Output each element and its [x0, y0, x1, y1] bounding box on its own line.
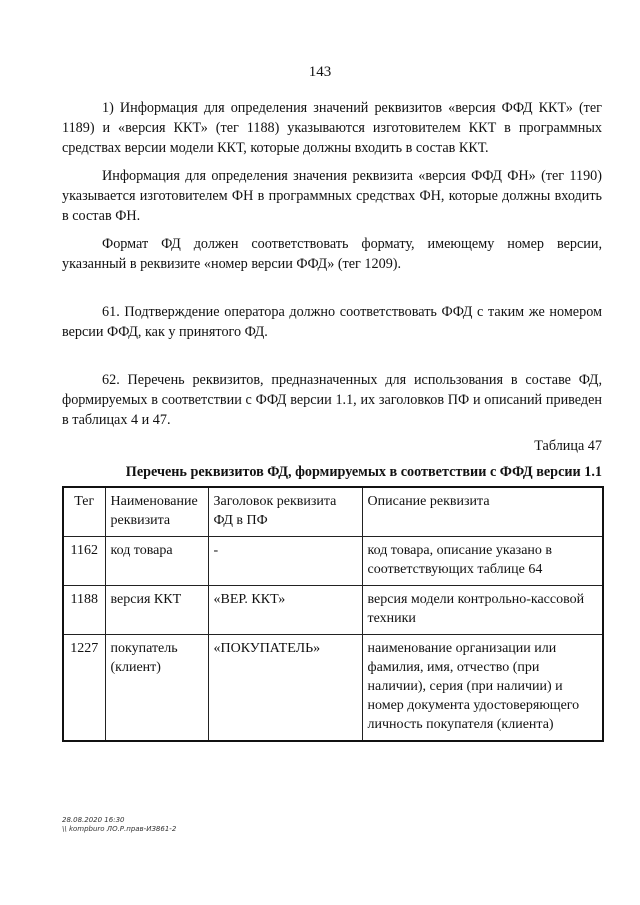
cell-pf-title: «ПОКУПАТЕЛЬ» [208, 635, 362, 742]
paragraph-61: 61. Подтверждение оператора должно соответствовать ФФД с таким же номером версии ФФД, как у принятого ФД. [62, 304, 602, 340]
footer-path: \\ kompburo ЛО.Р.прав-ИЗ861-2 [62, 825, 177, 833]
cell-name: покупатель (клиент) [105, 635, 208, 742]
table-row [63, 537, 603, 586]
table-header-row [63, 487, 603, 537]
cell-name: код товара [105, 537, 208, 586]
table-row [63, 586, 603, 635]
cell-pf-title: «ВЕР. ККТ» [208, 586, 362, 635]
table-title: Перечень реквизитов ФД, формируемых в соответствии с ФФД версии 1.1 [125, 464, 602, 480]
cell-description: код товара, описание указано в соответствующих таблице 64 [362, 537, 603, 586]
page-number: 143 [308, 64, 332, 80]
cell-tag: 1227 [63, 635, 105, 742]
cell-description: версия модели контрольно-кассовой техники [362, 586, 603, 635]
cell-description: наименование организации или фамилия, имя, отчество (при наличии), серия (при наличии) и номер документа удостоверяющего личность покупателя (клиента) [362, 635, 603, 742]
cell-pf-title: - [208, 537, 362, 586]
header-name: Наименование реквизита [105, 487, 208, 537]
cell-name: версия ККТ [105, 586, 208, 635]
header-description: Описание реквизита [362, 487, 603, 537]
header-tag: Тег [63, 487, 105, 537]
paragraph-3: Формат ФД должен соответствовать формату, имеющему номер версии, указанный в реквизите «номер версии ФФД» (тег 1209). [62, 236, 602, 272]
cell-tag: 1162 [63, 537, 105, 586]
table-row [63, 635, 603, 742]
cell-tag: 1188 [63, 586, 105, 635]
paragraph-2: Информация для определения значения реквизита «версия ФФД ФН» (тег 1190) указывается изготовителем ФН в программных средствах ФН, которые должны входить в состав ФН. [62, 168, 602, 224]
header-pf-title: Заголовок реквизита ФД в ПФ [208, 487, 362, 537]
paragraph-1: 1) Информация для определения значений реквизитов «версия ФФД ККТ» (тег 1189) и «версия ККТ» (тег 1188) указываются изготовителем ККТ в программных средствах версии модели ККТ, которые должны входить в состав ККТ. [62, 100, 602, 156]
footer-stamp [62, 816, 176, 834]
footer-date: 28.08.2020 16:30 [62, 816, 125, 824]
document-body [62, 98, 602, 742]
table-label: Таблица 47 [534, 438, 602, 454]
paragraph-62: 62. Перечень реквизитов, предназначенных для использования в составе ФД, формируемых в соответствии с ФФД версии 1.1, их заголовков ПФ и описаний приведен в таблицах 4 и 47. [62, 372, 602, 428]
requisites-table [62, 486, 604, 742]
